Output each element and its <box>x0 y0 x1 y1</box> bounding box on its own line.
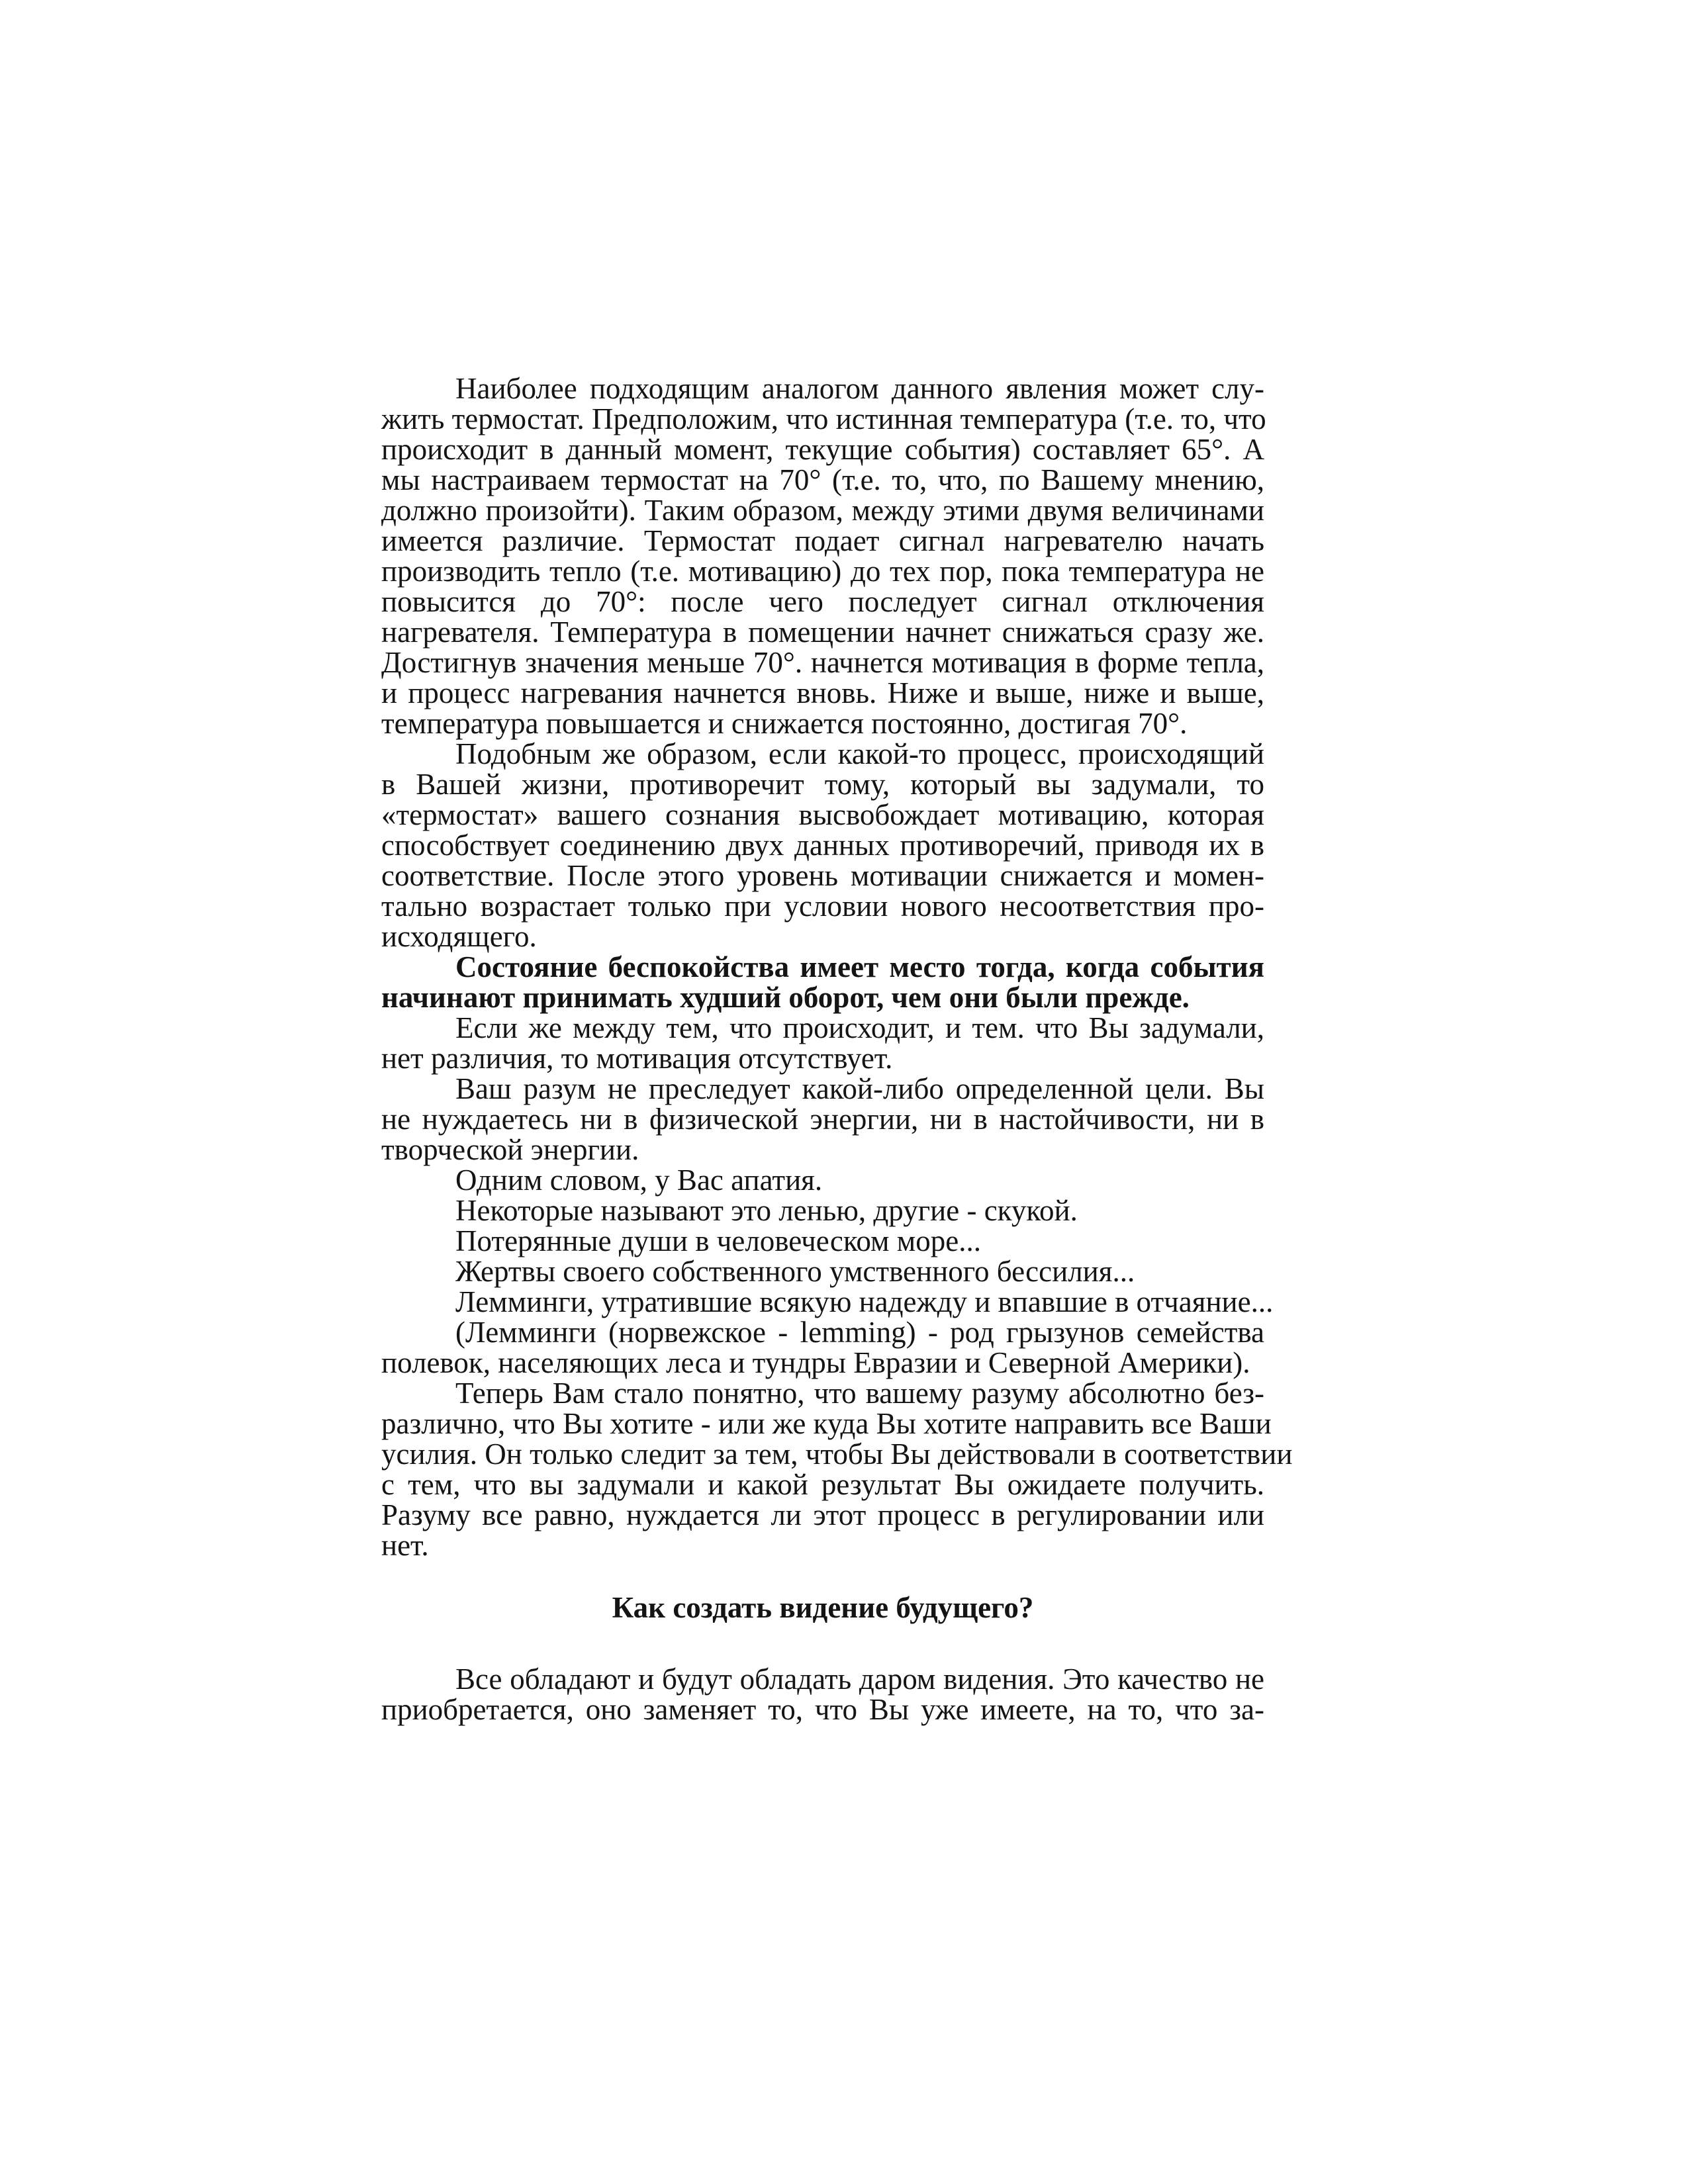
text-line: Лемминги, утратившие всякую надежду и впавшие в отчаяние... <box>455 1285 1274 1318</box>
text-line: с тем, что вы задумали и какой результат Вы ожидаете получить. <box>381 1468 1264 1501</box>
text-line: должно произойти). Таким образом, между этими двумя величинами <box>381 494 1264 527</box>
text-line: полевок, населяющих леса и тундры Евразии и Северной Америки). <box>381 1346 1250 1379</box>
text-line: Если же между тем, что происходит, и тем. что Вы задумали, <box>455 1011 1264 1044</box>
text-line: имеется различие. Термостат подает сигнал нагревателю начать <box>381 524 1264 557</box>
text-line: соответствие. После этого уровень мотивации снижается и момен- <box>381 859 1264 892</box>
text-line: нагревателя. Температура в помещении начнет снижаться сразу же. <box>381 615 1264 649</box>
text-line: жить термостат. Предположим, что истинная температура (т.е. то, что <box>381 402 1266 435</box>
text-line: Достигнув значения меньше 70°. начнется мотивация в форме тепла, <box>381 646 1264 679</box>
text-line: усилия. Он только следит за тем, чтобы Вы действовали в соответствии <box>381 1437 1293 1471</box>
section-heading: Как создать видение будущего? <box>612 1591 1034 1624</box>
text-line: Ваш разум не преследует какой-либо определенной цели. Вы <box>455 1072 1264 1105</box>
text-line: Потерянные души в человеческом море... <box>455 1224 981 1257</box>
text-line: происходит в данный момент, текущие события) составляет 65°. А <box>381 433 1264 466</box>
text-line: Теперь Вам стало понятно, что вашему разуму абсолютно без- <box>455 1377 1264 1410</box>
text-line: не нуждаетесь ни в физической энергии, ни в настойчивости, ни в <box>381 1103 1264 1136</box>
text-line: Одним словом, у Вас апатия. <box>455 1163 823 1197</box>
text-line: нет. <box>381 1529 429 1562</box>
text-line: Наиболее подходящим аналогом данного явления может слу- <box>455 372 1264 405</box>
text-line: различно, что Вы хотите - или же куда Вы хотите направить все Ваши <box>381 1407 1272 1440</box>
text-line: исходящего. <box>381 920 537 953</box>
text-line: (Лемминги (норвежское - lemming) - род грызунов семейства <box>455 1316 1264 1349</box>
text-line: Разуму все равно, нуждается ли этот процесс в регулировании или <box>381 1498 1264 1531</box>
text-line: тально возрастает только при условии нового несоответствия про- <box>381 889 1264 923</box>
text-line: в Вашей жизни, противоречит тому, который вы задумали, то <box>381 768 1264 801</box>
text-line: производить тепло (т.е. мотивацию) до тех пор, пока температура не <box>381 555 1264 588</box>
text-line: и процесс нагревания начнется вновь. Ниже и выше, ниже и выше, <box>381 676 1264 709</box>
text-line: температура повышается и снижается постоянно, достигая 70°. <box>381 707 1188 740</box>
text-line: творческой энергии. <box>381 1133 639 1166</box>
bold-text-line: начинают принимать худший оборот, чем они были прежде. <box>381 981 1190 1014</box>
bold-text-line: Состояние беспокойства имеет место тогда, когда события <box>455 950 1264 983</box>
text-line: Подобным же образом, если какой-то процесс, происходящий <box>455 737 1264 770</box>
text-line: Некоторые называют это ленью, другие - скукой. <box>455 1194 1078 1227</box>
text-line: нет различия, то мотивация отсутствует. <box>381 1042 893 1075</box>
text-line: «термостат» вашего сознания высвобождает мотивацию, которая <box>381 798 1264 831</box>
text-line: Жертвы своего собственного умственного бессилия... <box>455 1255 1135 1288</box>
text-line: приобретается, оно заменяет то, что Вы уже имеете, на то, что за- <box>381 1693 1264 1726</box>
text-line: Все обладают и будут обладать даром видения. Это качество не <box>455 1662 1264 1696</box>
text-line: способствует соединению двух данных противоречий, приводя их в <box>381 829 1264 862</box>
text-line: мы настраиваем термостат на 70° (т.е. то, что, по Вашему мнению, <box>381 463 1264 496</box>
text-line: повысится до 70°: после чего последует сигнал отключения <box>381 585 1264 618</box>
